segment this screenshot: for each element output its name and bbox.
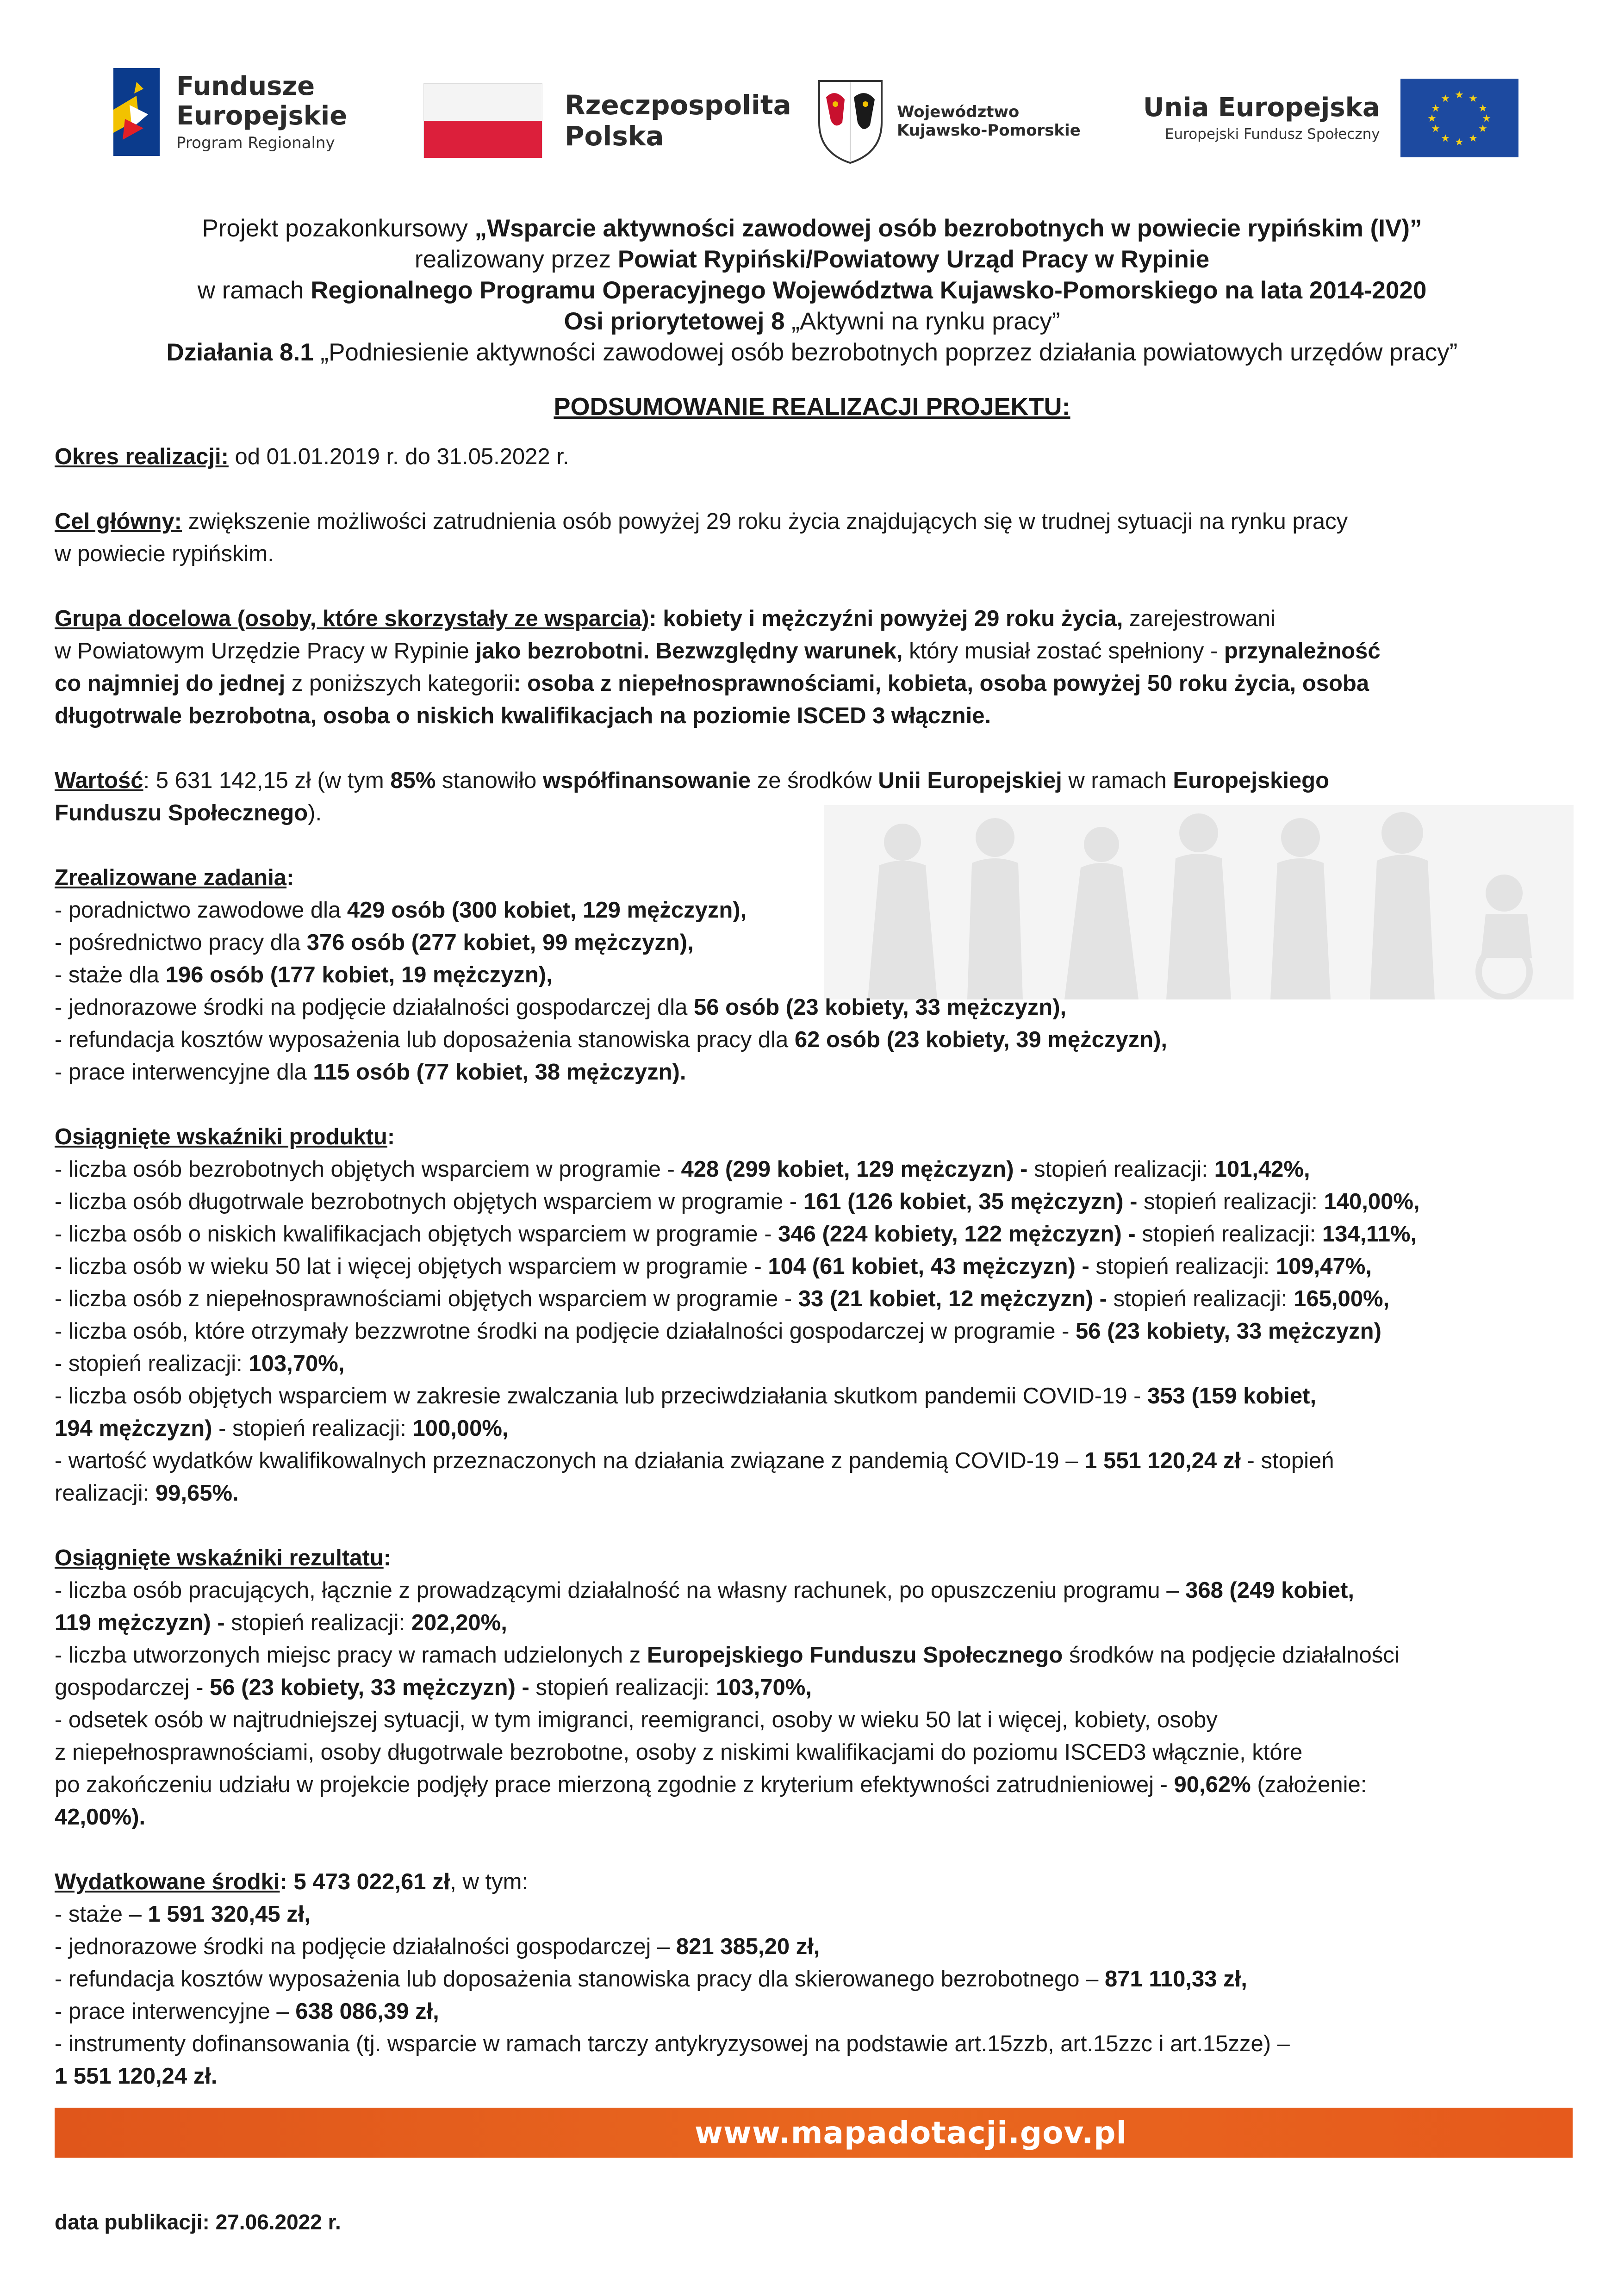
mapadotacji-banner[interactable]: [55, 2108, 1573, 2158]
rp-line1: Rzeczpospolita: [565, 89, 791, 121]
rezultat-text: z niepełnosprawnościami, osoby długotrwale bezrobotne, osoby z niskimi kwalifikacjami do poziomu ISCED3 włącznie, które: [55, 1740, 1303, 1765]
list-item: [55, 1995, 1582, 2028]
zadanie-value: 376 osób (277 kobiet, 99 mężczyzn),: [306, 930, 694, 955]
okres-text: od 01.01.2019 r. do 31.05.2022 r.: [228, 444, 569, 469]
wskaznik-percent: 165,00%,: [1294, 1286, 1390, 1311]
wskaznik-value: 428 (299 kobiet, 129 mężczyzn) -: [681, 1157, 1028, 1182]
wskaznik-percent: 103,70%,: [249, 1351, 345, 1376]
wskaznik-percent: 99,65%.: [155, 1481, 239, 1506]
wskaznik-label: realizacji:: [55, 1481, 156, 1506]
header-l4-b: „Aktywni na rynku pracy”: [784, 308, 1060, 335]
grupa-s2: zarejestrowani: [1123, 606, 1276, 631]
svg-text:★: ★: [1454, 89, 1464, 101]
wskaznik-text: - liczba osób o niskich kwalifikacjach objętych wsparciem w programie -: [55, 1222, 778, 1247]
rezultat-percent: 42,00%).: [55, 1805, 146, 1830]
grupa-docelowa-4: [55, 700, 1582, 732]
wskaznik-text: - liczba osób długotrwale bezrobotnych objętych wsparciem w programie -: [55, 1189, 803, 1214]
wskaznik-percent: 101,42%,: [1214, 1157, 1310, 1182]
rezultat-text: - liczba utworzonych miejsc pracy w ramach udzielonych z: [55, 1643, 647, 1668]
list-item: [55, 1930, 1582, 1963]
wskaznik-label: stopień realizacji:: [1027, 1157, 1214, 1182]
wydatki-heading: [55, 1866, 1582, 1898]
rezultat-percent: 90,62%: [1174, 1772, 1251, 1797]
svg-text:★: ★: [1478, 123, 1487, 135]
zadanie-value: 56 osób (23 kobiety, 33 mężczyzn),: [693, 995, 1067, 1020]
svg-text:★: ★: [1427, 113, 1437, 124]
wartosc-s6: Unii Europejskiej: [878, 768, 1062, 793]
header-program: Regionalnego Programu Operacyjnego Województwa Kujawsko-Pomorskiego na lata 2014-2020: [311, 277, 1427, 304]
header-axis: Osi priorytetowej 8: [564, 308, 785, 335]
grupa-docelowa-2: [55, 635, 1582, 667]
wartosc-s3: stanowiło: [436, 768, 543, 793]
fundusze-europejskie-logo: [104, 63, 347, 161]
list-item-cont: [55, 1801, 1582, 1833]
zadanie-text: - prace interwencyjne dla: [55, 1060, 313, 1085]
wskaznik-percent: 134,11%,: [1322, 1222, 1417, 1247]
wartosc-s2: 85%: [390, 768, 436, 793]
rezultat-label: stopień realizacji:: [529, 1675, 716, 1700]
rezultat-value: 56 (23 kobiety, 33 mężczyzn) -: [210, 1675, 529, 1700]
rezultat-label: Osiągnięte wskaźniki rezultatu: [55, 1545, 384, 1570]
list-item: [55, 1639, 1582, 1671]
grupa-docelowa: [55, 602, 1582, 635]
list-item-cont: [55, 1671, 1582, 1704]
grupa-s1: : kobiety i mężczyźni powyżej 29 roku życia,: [649, 606, 1123, 631]
zadania-heading: Zrealizowane zadania:: [55, 865, 294, 890]
wydatek-amount: 1 591 320,45 zł,: [148, 1902, 311, 1927]
svg-text:★: ★: [1431, 123, 1440, 135]
rzeczpospolita-polska-logo: [423, 83, 791, 158]
publication-date: data publikacji: 27.06.2022 r.: [55, 2210, 341, 2234]
wskaznik-percent: 100,00%,: [412, 1416, 509, 1441]
wydatki-total: : 5 473 022,61 zł: [280, 1869, 450, 1894]
zadania-label: Zrealizowane zadania: [55, 865, 287, 890]
cel-glowny: [55, 505, 1582, 538]
wskaznik-value: 104 (61 kobiet, 43 mężczyzn) -: [768, 1254, 1089, 1279]
produkt-label: Osiągnięte wskaźniki produktu: [55, 1124, 387, 1149]
list-item: [55, 991, 1582, 1024]
banner-url[interactable]: www.mapadotacji.gov.pl: [694, 2115, 1127, 2151]
svg-text:★: ★: [1440, 133, 1450, 144]
wydatek-amount: 821 385,20 zł,: [676, 1934, 820, 1959]
grupa-s9: : osoba z niepełnosprawnościami, kobieta, osoba powyżej 50 roku życia, osoba: [513, 671, 1369, 696]
wydatek-text: - jednorazowe środki na podjęcie działalności gospodarczej –: [55, 1934, 676, 1959]
wydatek-text: - prace interwencyjne –: [55, 1999, 296, 2024]
wskaznik-value: 346 (224 kobiety, 122 mężczyzn) -: [778, 1222, 1136, 1247]
grupa-s4: jako bezrobotni. Bezwzględny warunek,: [475, 639, 903, 664]
svg-text:★: ★: [1478, 103, 1487, 114]
zadanie-text: - pośrednictwo pracy dla: [55, 930, 307, 955]
list-item-cont: [55, 1607, 1582, 1639]
wartosc-s1: : 5 631 142,15 zł (w tym: [143, 768, 391, 793]
ue-line2: Europejski Fundusz Społeczny: [1164, 126, 1380, 143]
logo-bar: [0, 58, 1624, 164]
zadanie-value: 62 osób (23 kobiety, 39 mężczyzn),: [794, 1027, 1167, 1052]
list-item-cont: [55, 1477, 1582, 1509]
wydatek-amount: 638 086,39 zł,: [295, 1999, 439, 2024]
wskaznik-text: - liczba osób z niepełnosprawnościami objętych wsparciem w programie -: [55, 1286, 798, 1311]
header-line-1: [46, 213, 1578, 244]
zadanie-value: 115 osób (77 kobiet, 38 mężczyzn).: [313, 1060, 686, 1085]
wskaznik-percent: 140,00%,: [1324, 1189, 1420, 1214]
rezultat-percent: 202,20%,: [411, 1610, 507, 1635]
list-item: [55, 1704, 1582, 1736]
rezultat-text: środków na podjęcie działalności: [1063, 1643, 1400, 1668]
rezultat-fund: Europejskiego Funduszu Społecznego: [647, 1643, 1063, 1668]
wskaznik-value: 1 551 120,24 zł: [1084, 1448, 1241, 1473]
grupa-s6: przynależność: [1224, 639, 1381, 664]
list-item: [55, 959, 1582, 991]
wskaznik-label: - stopień: [1240, 1448, 1334, 1473]
okres-label: Okres realizacji:: [55, 444, 229, 469]
wskaznik-text: - wartość wydatków kwalifikowalnych przeznaczonych na działania związane z pandemią COVID-19 –: [55, 1448, 1085, 1473]
rp-line2: Polska: [565, 120, 664, 152]
kujawsko-pomorskie-logo: [817, 79, 1081, 164]
wartosc-s4: współfinansowanie: [542, 768, 751, 793]
summary-heading: [0, 392, 1624, 421]
wskaznik-value: 56 (23 kobiety, 33 mężczyzn): [1076, 1319, 1381, 1344]
list-item: [55, 1024, 1582, 1056]
list-item-cont: [55, 1736, 1582, 1769]
wartosc-label: Wartość: [55, 768, 143, 793]
svg-text:★: ★: [1481, 113, 1491, 124]
header-l2-a: realizowany przez: [414, 246, 618, 273]
grupa-s5: który musiał zostać spełniony -: [902, 639, 1224, 664]
wskaznik-text: - liczba osób w wieku 50 lat i więcej objętych wsparciem w programie -: [55, 1254, 768, 1279]
list-item: [55, 1218, 1582, 1250]
wydatek-text: - staże –: [55, 1902, 148, 1927]
zadanie-text: - poradnictwo zawodowe dla: [55, 898, 347, 923]
svg-text:★: ★: [1431, 103, 1440, 114]
wskaznik-text: - liczba osób objętych wsparciem w zakresie zwalczania lub przeciwdziałania skutkom pandemii COVID-19 -: [55, 1384, 1148, 1409]
zadanie-text: - staże dla: [55, 962, 166, 987]
kp-line2: Kujawsko-Pomorskie: [897, 121, 1081, 140]
okres-realizacji: [55, 441, 1582, 473]
wskaznik-text: - liczba osób bezrobotnych objętych wsparciem w programie -: [55, 1157, 681, 1182]
svg-text:★: ★: [1468, 93, 1478, 105]
wskaznik-value: 161 (126 kobiet, 35 mężczyzn) -: [803, 1189, 1138, 1214]
wydatki-s2: , w tym:: [450, 1869, 529, 1894]
list-item: [55, 926, 1582, 959]
cel-text-1: zwiększenie możliwości zatrudnienia osób powyżej 29 roku życia znajdujących się w trudnej sytuacji na rynku pracy: [181, 509, 1348, 534]
list-item: [55, 2028, 1582, 2060]
rezultat-text: (założenie:: [1251, 1772, 1367, 1797]
cel-label: Cel główny:: [55, 509, 182, 534]
list-item: [55, 1315, 1582, 1347]
fe-line3: Program Regionalny: [176, 133, 335, 152]
list-item: [55, 1963, 1582, 1995]
list-item: [55, 1445, 1582, 1477]
zadanie-text: - refundacja kosztów wyposażenia lub doposażenia stanowiska pracy dla: [55, 1027, 795, 1052]
grupa-s7: co najmniej do jednej: [55, 671, 286, 696]
grupa-s8: z poniższych kategorii: [285, 671, 514, 696]
list-item-cont: [55, 1769, 1582, 1801]
rezultat-text: - odsetek osób w najtrudniejszej sytuacji, w tym imigranci, reemigranci, osoby w wieku 50 lat i więcej, kobiety, osoby: [55, 1707, 1218, 1732]
header-l3-a: w ramach: [197, 277, 311, 304]
wskaznik-label: stopień realizacji:: [1107, 1286, 1294, 1311]
wartosc-s5: ze środków: [751, 768, 878, 793]
zadanie-text: - jednorazowe środki na podjęcie działalności gospodarczej dla: [55, 995, 694, 1020]
fe-line1: Fundusze: [176, 71, 315, 102]
wartosc-s7: w ramach: [1062, 768, 1173, 793]
svg-text:★: ★: [1468, 133, 1478, 144]
header-line-4: [46, 306, 1578, 337]
wskaznik-label: - stopień realizacji:: [212, 1416, 413, 1441]
polish-flag-icon: [423, 83, 542, 158]
wydatek-amount: 1 551 120,24 zł.: [55, 2064, 218, 2089]
summary-heading-text: PODSUMOWANIE REALIZACJI PROJEKTU:: [554, 393, 1070, 421]
wskaznik-percent: 109,47%,: [1276, 1254, 1372, 1279]
project-header: [46, 213, 1578, 368]
svg-text:★: ★: [1440, 93, 1450, 105]
header-project-title: „Wsparcie aktywności zawodowej osób bezrobotnych w powiecie rypińskim (IV)”: [474, 215, 1422, 242]
rezultat-value: 368 (249 kobiet,: [1185, 1578, 1355, 1603]
wskaznik-value: 353 (159 kobiet,: [1147, 1384, 1317, 1409]
list-item-cont: [55, 1347, 1582, 1380]
rezultat-percent: 103,70%,: [716, 1675, 812, 1700]
grupa-s3: w Powiatowym Urzędzie Pracy w Rypinie: [55, 639, 476, 664]
list-item-cont: [55, 2060, 1582, 2092]
list-item: [55, 1898, 1582, 1930]
kp-line1: Województwo: [897, 103, 1020, 122]
eu-flag-icon: [1400, 79, 1518, 157]
header-line-5: [46, 337, 1578, 368]
grupa-s10: długotrwale bezrobotna, osoba o niskich kwalifikacjach na poziomie ISCED 3 włącznie.: [55, 703, 991, 728]
header-measure: Działania 8.1: [166, 339, 314, 366]
wskaznik-text: - liczba osób, które otrzymały bezzwrotne środki na podjęcie działalności gospodarczej w programie -: [55, 1319, 1076, 1344]
list-item: [55, 1283, 1582, 1315]
wartosc-s8: Europejskiego: [1173, 768, 1330, 793]
wartosc: [55, 764, 1582, 797]
list-item: [55, 1250, 1582, 1283]
wskaznik-label: stopień realizacji:: [1137, 1189, 1324, 1214]
kujawsko-pomorskie-coat-of-arms-icon: [817, 79, 884, 164]
header-l5-b: „Podniesienie aktywności zawodowej osób bezrobotnych poprzez działania powiatowych urzędów pracy”: [313, 339, 1458, 366]
cel-glowny-cont: [55, 538, 1582, 570]
wskaznik-value: 33 (21 kobiet, 12 mężczyzn) -: [798, 1286, 1107, 1311]
grupa-label: Grupa docelowa (osoby, które skorzystały ze wsparcia): [55, 606, 649, 631]
list-item: [55, 1574, 1582, 1607]
list-item: [55, 1185, 1582, 1218]
list-item: [55, 894, 1582, 926]
fe-line2: Europejskie: [176, 101, 348, 131]
wydatki-label: Wydatkowane środki: [55, 1869, 280, 1894]
header-line-3: [46, 275, 1578, 306]
wskaznik-label: stopień realizacji:: [1089, 1254, 1276, 1279]
ue-line1: Unia Europejska: [1143, 92, 1380, 123]
rezultat-heading: Osiągnięte wskaźniki rezultatu:: [55, 1545, 392, 1570]
header-line-2: [46, 244, 1578, 275]
wartosc-s10: ).: [308, 800, 322, 825]
wydatek-text: - instrumenty dofinansowania (tj. wsparcie w ramach tarczy antykryzysowej na podstawie art.15zzb, art.15zzc i art.15zze) –: [55, 2031, 1290, 2056]
fundusze-europejskie-mark-icon: [104, 63, 164, 161]
wskaznik-label: stopień realizacji:: [1135, 1222, 1322, 1247]
svg-text:★: ★: [1454, 137, 1464, 148]
rezultat-text: - liczba osób pracujących, łącznie z prowadzącymi działalność na własny rachunek, po opuszczeniu programu –: [55, 1578, 1186, 1603]
rezultat-label: stopień realizacji:: [224, 1610, 411, 1635]
rezultat-value: 119 mężczyzn) -: [55, 1610, 225, 1635]
list-item: [55, 1056, 1582, 1088]
list-item-cont: [55, 1412, 1582, 1445]
unia-europejska-logo: [1143, 79, 1518, 157]
wydatek-text: - refundacja kosztów wyposażenia lub doposażenia stanowiska pracy dla skierowanego bezrobotnego –: [55, 1967, 1105, 1992]
wartosc-2: [55, 797, 1582, 829]
cel-text-2: w powiecie rypińskim.: [55, 541, 274, 566]
list-item: [55, 1153, 1582, 1185]
zadanie-value: 196 osób (177 kobiet, 19 mężczyzn),: [165, 962, 553, 987]
wydatek-amount: 871 110,33 zł,: [1104, 1967, 1247, 1992]
wskaznik-value: 194 mężczyzn): [55, 1416, 212, 1441]
grupa-docelowa-3: [55, 667, 1582, 700]
document-body: [55, 441, 1582, 2092]
produkt-heading: Osiągnięte wskaźniki produktu:: [55, 1124, 395, 1149]
rezultat-text: po zakończeniu udziału w projekcie podjęły prace mierzoną zgodnie z kryterium efektywności zatrudnieniowej -: [55, 1772, 1174, 1797]
wartosc-s9: Funduszu Społecznego: [55, 800, 308, 825]
zadanie-value: 429 osób (300 kobiet, 129 mężczyzn),: [347, 898, 747, 923]
header-l1-a: Projekt pozakonkursowy: [202, 215, 475, 242]
header-beneficiary: Powiat Rypiński/Powiatowy Urząd Pracy w Rypinie: [617, 246, 1210, 273]
rezultat-text: gospodarczej -: [55, 1675, 210, 1700]
list-item: [55, 1380, 1582, 1412]
wskaznik-label: - stopień realizacji:: [55, 1351, 249, 1376]
